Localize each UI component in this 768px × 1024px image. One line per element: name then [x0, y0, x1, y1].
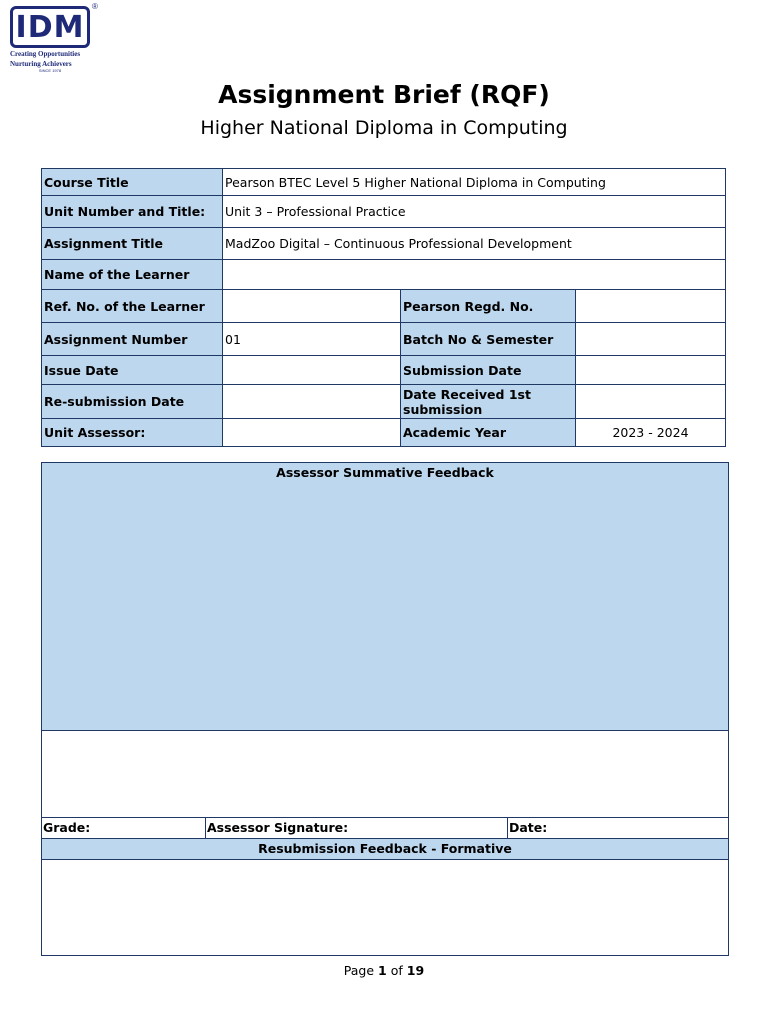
grade-row — [42, 817, 728, 839]
assignment-number-value: 01 — [223, 323, 401, 356]
issue-date-label: Issue Date — [42, 356, 223, 385]
page-word: Page — [343, 963, 375, 978]
date-received-label: Date Received 1st submission — [401, 385, 576, 419]
academic-year-label: Academic Year — [401, 419, 576, 447]
assignment-title-value: MadZoo Digital – Continuous Professional Development — [223, 228, 726, 260]
issue-date-value[interactable] — [223, 356, 401, 385]
grade-label[interactable]: Grade: — [42, 818, 206, 838]
resubmission-date-value[interactable] — [223, 385, 401, 419]
date-received-value[interactable] — [576, 385, 726, 419]
ref-no-value[interactable] — [223, 290, 401, 323]
summative-feedback-title: Assessor Summative Feedback — [276, 465, 494, 480]
idm-logo — [10, 2, 98, 78]
batch-label: Batch No & Semester — [401, 323, 576, 356]
resubmission-date-label: Re-submission Date — [42, 385, 223, 419]
assignment-info-table — [41, 168, 726, 447]
table-row — [42, 356, 726, 385]
table-row — [42, 323, 726, 356]
logo-tagline-2: Nurturing Achievers — [10, 60, 72, 68]
batch-value[interactable] — [576, 323, 726, 356]
idm-logo-mark: IDM — [10, 6, 90, 48]
course-title-label: Course Title — [42, 169, 223, 196]
summative-feedback-area[interactable] — [42, 463, 728, 731]
pearson-regd-label: Pearson Regd. No. — [401, 290, 576, 323]
submission-date-value[interactable] — [576, 356, 726, 385]
learner-name-label: Name of the Learner — [42, 260, 223, 290]
page-total: 19 — [406, 963, 425, 978]
table-row — [42, 169, 726, 196]
learner-name-value[interactable] — [223, 260, 726, 290]
page-number — [0, 963, 768, 978]
table-row — [42, 196, 726, 228]
resubmission-feedback-title: Resubmission Feedback - Formative — [42, 839, 728, 860]
feedback-notes-area[interactable] — [42, 731, 728, 817]
unit-label: Unit Number and Title: — [42, 196, 223, 228]
pearson-regd-value[interactable] — [576, 290, 726, 323]
page-current: 1 — [378, 963, 387, 978]
table-row — [42, 385, 726, 419]
table-row — [42, 419, 726, 447]
table-row — [42, 290, 726, 323]
logo-since: SINCE 1978 — [38, 68, 62, 73]
of-word: of — [390, 963, 403, 978]
date-label[interactable]: Date: — [509, 820, 548, 835]
document-title: Assignment Brief (RQF) — [218, 80, 550, 109]
feedback-box — [41, 462, 729, 956]
academic-year-value: 2023 - 2024 — [576, 419, 726, 447]
submission-date-label: Submission Date — [401, 356, 576, 385]
table-row — [42, 228, 726, 260]
registered-icon: ® — [92, 2, 98, 11]
unit-assessor-value[interactable] — [223, 419, 401, 447]
ref-no-label: Ref. No. of the Learner — [42, 290, 223, 323]
document-subtitle: Higher National Diploma in Computing — [200, 117, 568, 139]
course-title-value: Pearson BTEC Level 5 Higher National Diploma in Computing — [223, 169, 726, 196]
logo-tagline-1: Creating Opportunities — [10, 50, 81, 58]
table-row — [42, 260, 726, 290]
assessor-signature-label[interactable]: Assessor Signature: — [206, 818, 508, 838]
unit-assessor-label: Unit Assessor: — [42, 419, 223, 447]
assignment-number-label: Assignment Number — [42, 323, 223, 356]
assignment-title-label: Assignment Title — [42, 228, 223, 260]
resubmission-feedback-area[interactable] — [42, 860, 728, 955]
unit-value: Unit 3 – Professional Practice — [223, 196, 726, 228]
